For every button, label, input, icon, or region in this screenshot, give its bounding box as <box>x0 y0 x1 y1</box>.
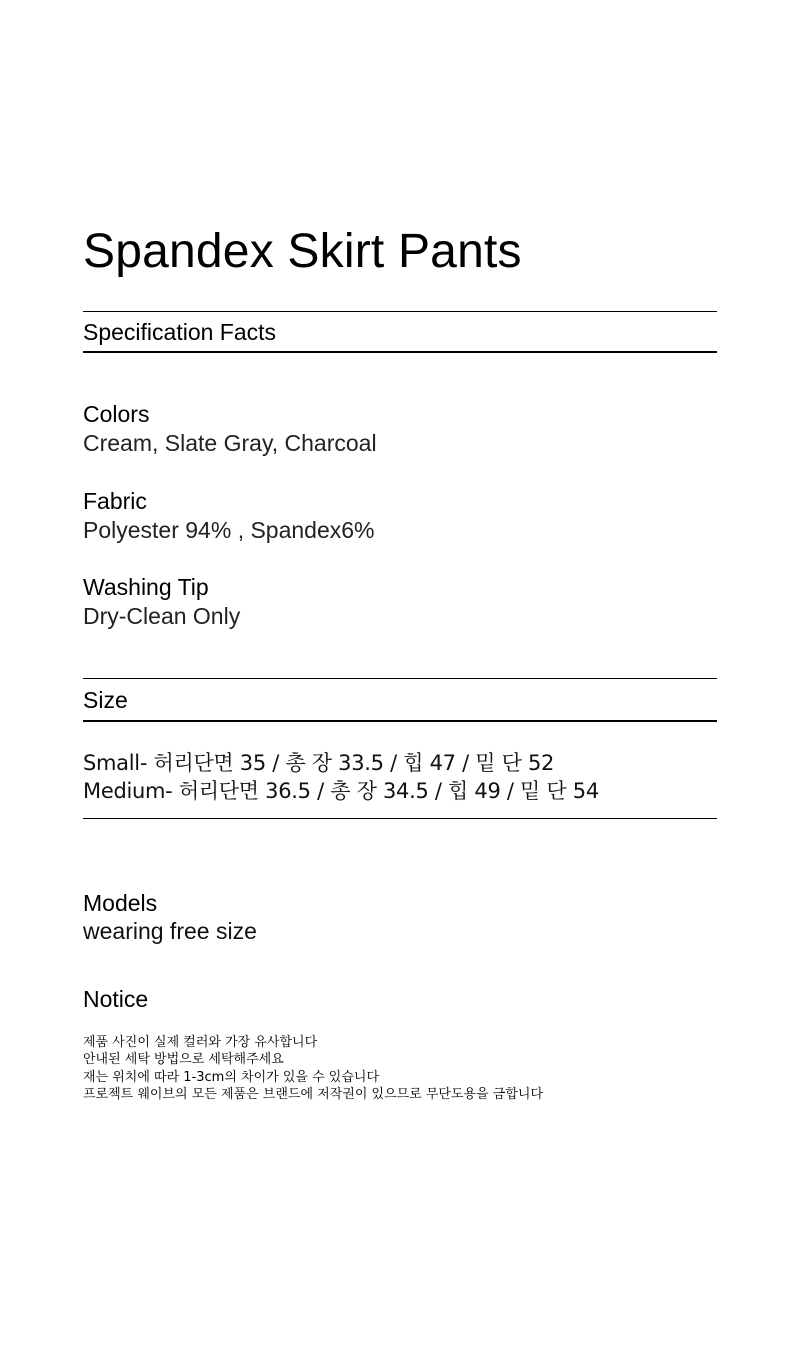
colors-label: Colors <box>83 401 150 427</box>
size-row-small: Small- 허리단면 35 / 총 장 33.5 / 힙 47 / 밑 단 52 <box>83 751 555 775</box>
size-top-divider <box>83 678 717 679</box>
fabric-label: Fabric <box>83 488 147 514</box>
size-heading-divider <box>83 720 717 722</box>
washing-tip-label: Washing Tip <box>83 574 209 600</box>
models-label: Models <box>83 890 158 916</box>
notice-line: 재는 위치에 따라 1-3cm의 차이가 있을 수 있습니다 <box>83 1070 380 1085</box>
notice-line: 안내된 세탁 방법으로 세탁해주세요 <box>83 1052 284 1067</box>
product-title: Spandex Skirt Pants <box>83 225 522 278</box>
size-row-medium: Medium- 허리단면 36.5 / 총 장 34.5 / 힙 49 / 밑 단 54 <box>83 779 599 803</box>
colors-value: Cream, Slate Gray, Charcoal <box>83 430 377 456</box>
notice-label: Notice <box>83 986 149 1012</box>
notice-line: 프로젝트 웨이브의 모든 제품은 브랜드에 저작권이 있으므로 무단도용을 금합니다 <box>83 1087 544 1102</box>
size-heading: Size <box>83 687 128 713</box>
washing-tip-value: Dry-Clean Only <box>83 603 241 629</box>
models-value: wearing free size <box>83 918 257 944</box>
specification-heading: Specification Facts <box>83 319 277 345</box>
size-bottom-divider <box>83 818 717 819</box>
fabric-value: Polyester 94% , Spandex6% <box>83 517 375 543</box>
specification-heading-divider <box>83 351 717 353</box>
title-divider <box>83 311 717 312</box>
notice-line: 제품 사진이 실제 컬러와 가장 유사합니다 <box>83 1035 318 1050</box>
